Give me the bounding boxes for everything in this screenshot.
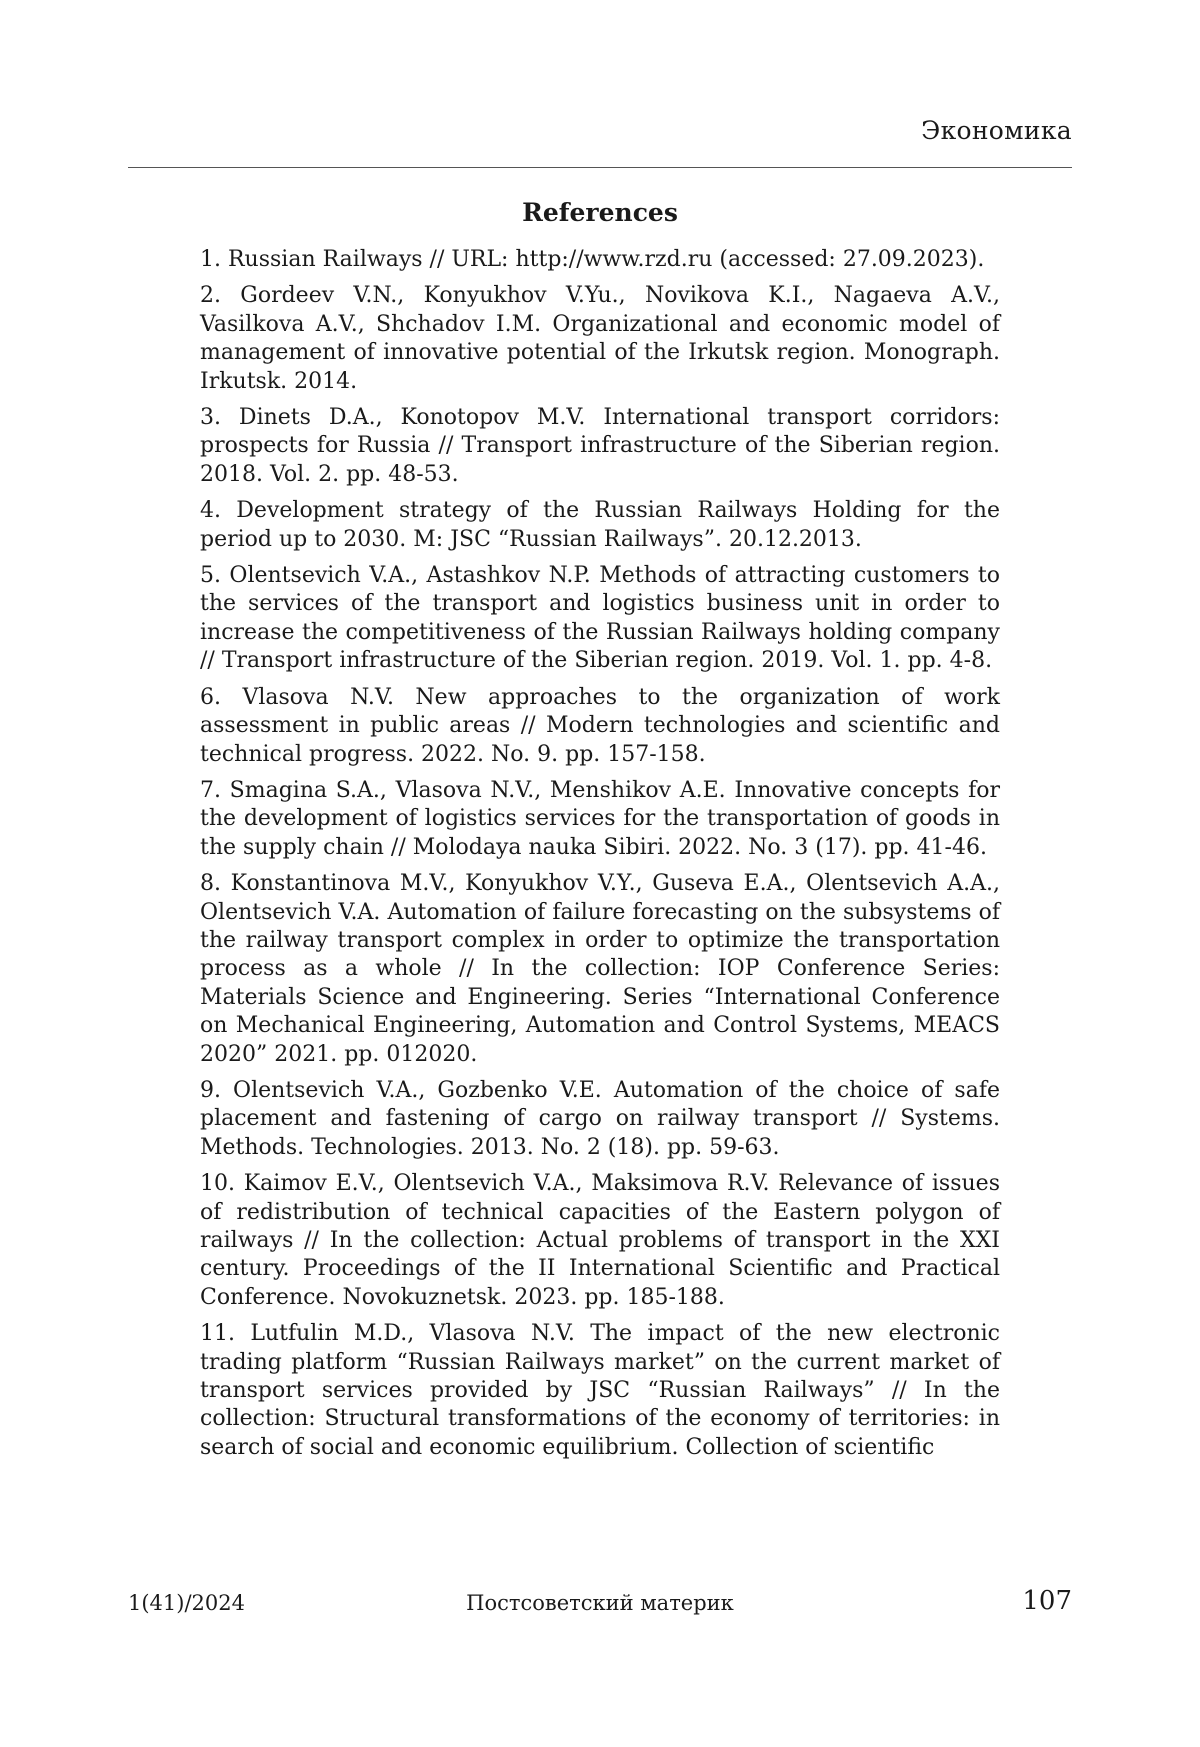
footer-issue-number: 1(41)/2024: [128, 1591, 245, 1615]
header-divider: [128, 167, 1072, 168]
footer-journal-title: Постсоветский материк: [466, 1591, 734, 1615]
references-heading: References: [522, 198, 678, 227]
reference-item-2: 2. Gordeev V.N., Konyukhov V.Yu., Novikova K.I., Nagaeva A.V., Vasilkova A.V., Shchadov I.M. Organizational and economic model of management of innovative potential of the Irkutsk region. Monograph. Irkutsk. 2014.: [200, 283, 1000, 394]
reference-list: [200, 246, 1000, 1470]
reference-item-1: 1. Russian Railways // URL: http://www.rzd.ru (accessed: 27.09.2023).: [200, 247, 985, 272]
footer-page-number: 107: [1022, 1586, 1072, 1616]
running-head-section: Экономика: [921, 116, 1072, 145]
reference-item-4: 4. Development strategy of the Russian Railways Holding for the period up to 2030. M: JSC “Russian Railways”. 20.12.2013.: [200, 498, 1000, 552]
reference-item-10: 10. Kaimov E.V., Olentsevich V.A., Maksimova R.V. Relevance of issues of redistribution of technical capacities of the Eastern polygon of railways // In the collection: Actual problems of transport in the XXI century. Proceedings of the II International Scientific and Practical Conference. Novokuznetsk. 2023. pp. 185-188.: [200, 1171, 1000, 1310]
reference-item-11: 11. Lutfulin M.D., Vlasova N.V. The impact of the new electronic trading platform “Russian Railways market” on the current market of transport services provided by JSC “Russian Railways” // In the collection: Structural transformations of the economy of territories: in search of social and economic equilibrium. Collection of scientific: [200, 1321, 1000, 1460]
reference-item-3: 3. Dinets D.A., Konotopov M.V. International transport corridors: prospects for Russia // Transport infrastructure of the Siberian region. 2018. Vol. 2. pp. 48-53.: [200, 405, 1000, 487]
reference-item-8: 8. Konstantinova M.V., Konyukhov V.Y., Guseva E.A., Olentsevich A.A., Olentsevich V.A. Automation of failure forecasting on the subsystems of the railway transport complex in order to optimize the transportation process as a whole // In the collection: IOP Conference Series: Materials Science and Engineering. Series “International Conference on Mechanical Engineering, Automation and Control Systems, MEACS 2020” 2021. pp. 012020.: [200, 871, 1000, 1067]
reference-item-7: 7. Smagina S.A., Vlasova N.V., Menshikov A.E. Innovative concepts for the development of logistics services for the transportation of goods in the supply chain // Molodaya nauka Sibiri. 2022. No. 3 (17). pp. 41-46.: [200, 777, 1000, 860]
reference-item-9: 9. Olentsevich V.A., Gozbenko V.E. Automation of the choice of safe placement and fastening of cargo on railway transport // Systems. Methods. Technologies. 2013. No. 2 (18). pp. 59-63.: [200, 1077, 1000, 1160]
reference-item-6: 6. Vlasova N.V. New approaches to the organization of work assessment in public areas // Modern technologies and scientific and technical progress. 2022. No. 9. pp. 157-158.: [200, 684, 1000, 767]
reference-item-5: 5. Olentsevich V.A., Astashkov N.P. Methods of attracting customers to the services of the transport and logistics business unit in order to increase the competitiveness of the Russian Railways holding company // Transport infrastructure of the Siberian region. 2019. Vol. 1. pp. 4-8.: [200, 563, 1000, 674]
